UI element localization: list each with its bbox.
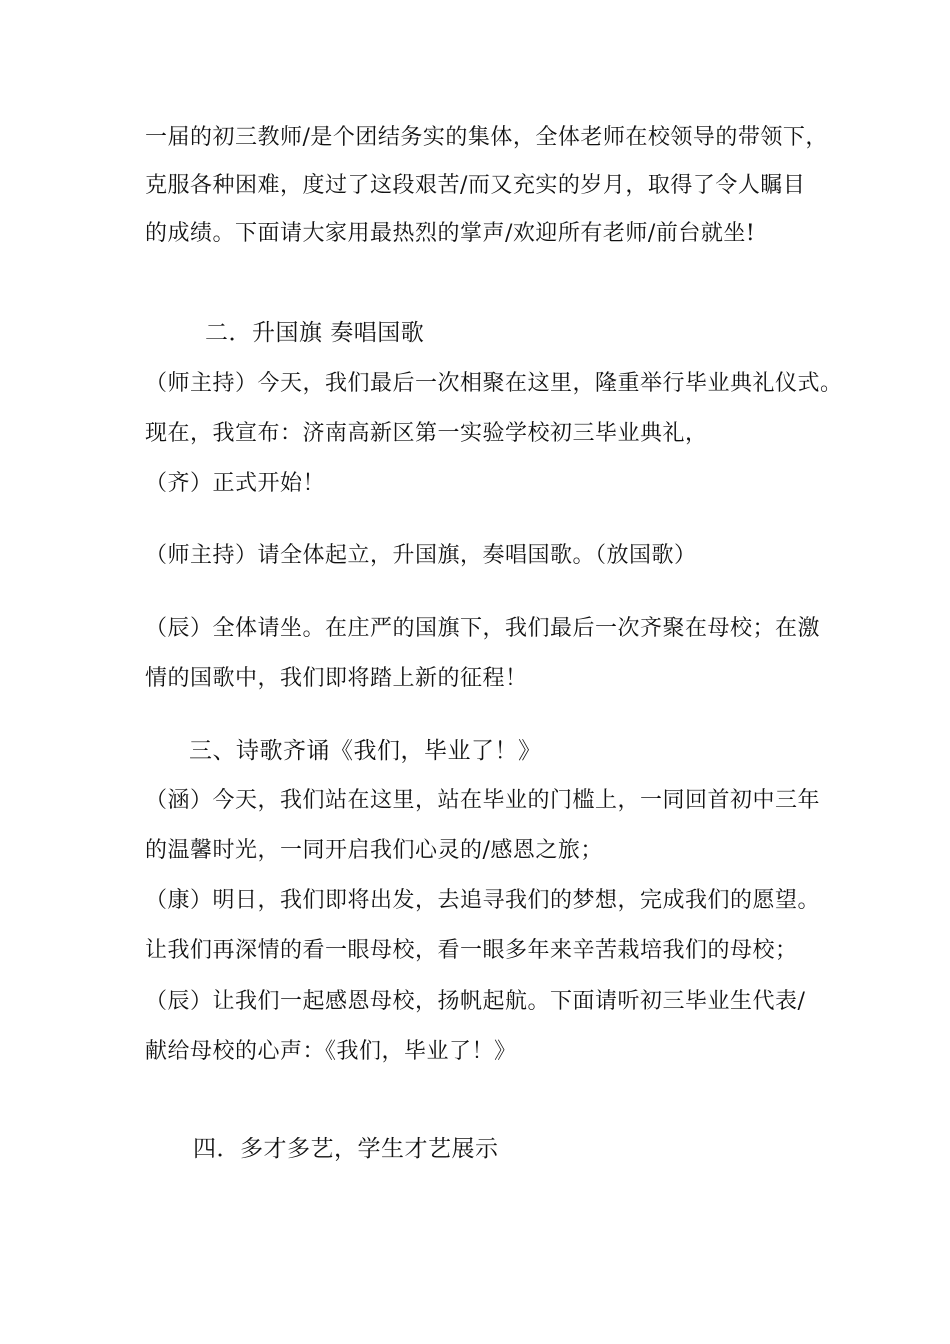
section3-line-5: （辰）让我们一起感恩母校，扬帆起航。下面请听初三毕业生代表/ <box>145 989 806 1014</box>
section-heading-2: 二．升国旗 奏唱国歌 <box>205 320 425 346</box>
section3-line-3: （康）明日，我们即将出发，去追寻我们的梦想，完成我们的愿望。 <box>145 888 821 913</box>
intro-line-1: 一届的初三教师/是个团结务实的集体，全体老师在校领导的带领下， <box>145 125 828 150</box>
section3-line-2: 的温馨时光，一同开启我们心灵的/感恩之旅； <box>145 838 603 863</box>
section-heading-3: 三、诗歌齐诵《我们，毕业了！》 <box>189 738 542 764</box>
intro-line-2: 克服各种困难，度过了这段艰苦/而又充实的岁月，取得了令人瞩目 <box>145 173 806 198</box>
section2-line-3: （齐）正式开始！ <box>145 471 326 496</box>
section3-line-1: （涵）今天，我们站在这里，站在毕业的门槛上，一同回首初中三年 <box>145 788 821 813</box>
section3-line-6: 献给母校的心声：《我们，毕业了！》 <box>145 1039 517 1064</box>
intro-line-3: 的成绩。下面请大家用最热烈的掌声/欢迎所有老师/前台就坐! <box>145 221 756 246</box>
section-heading-4: 四．多才多艺，学生才艺展示 <box>193 1136 499 1162</box>
section2-line-2: 现在，我宣布：济南高新区第一实验学校初三毕业典礼， <box>145 421 708 446</box>
section2-line-4: （师主持）请全体起立，升国旗，奏唱国歌。（放国歌） <box>145 543 697 568</box>
section2-line-1: （师主持）今天，我们最后一次相聚在这里，隆重举行毕业典礼仪式。 <box>145 371 843 396</box>
section2-line-5: （辰）全体请坐。在庄严的国旗下，我们最后一次齐聚在母校；在激 <box>145 616 821 641</box>
section2-line-6: 情的国歌中，我们即将踏上新的征程！ <box>145 666 528 691</box>
section3-line-4: 让我们再深情的看一眼母校，看一眼多年来辛苦栽培我们的母校； <box>145 938 798 963</box>
